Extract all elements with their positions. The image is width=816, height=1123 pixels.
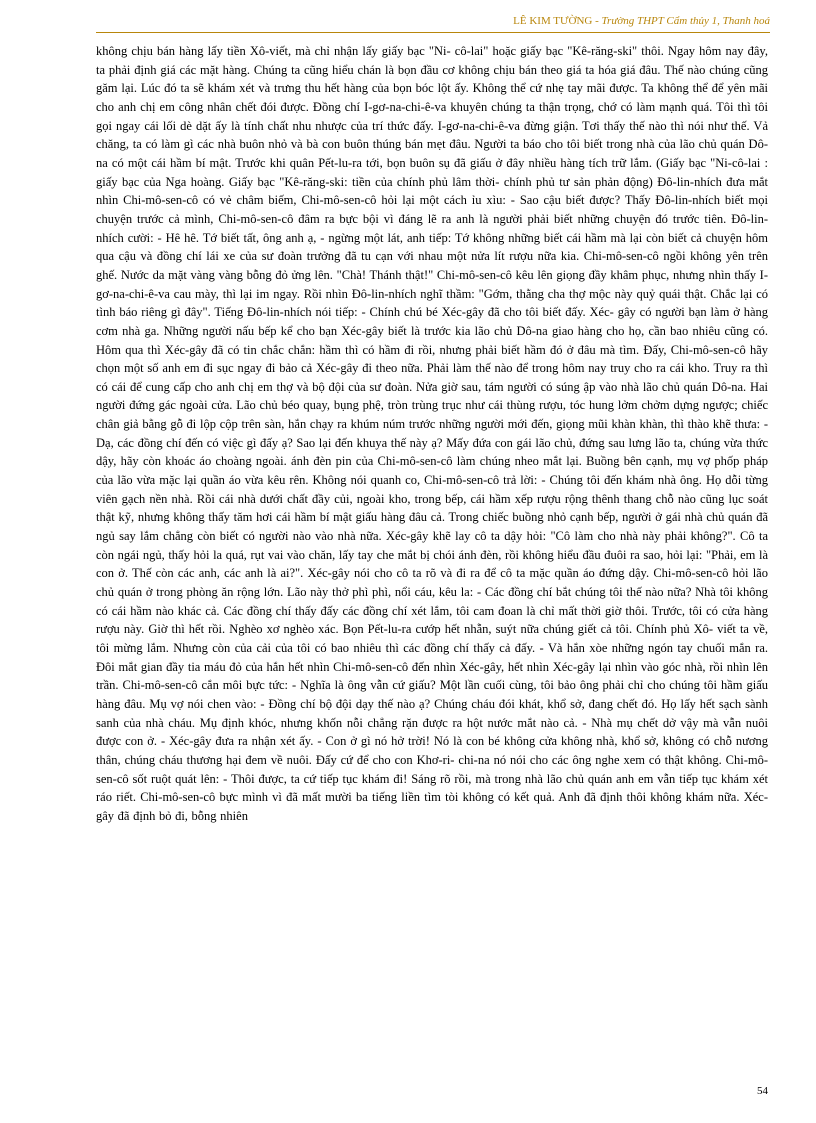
header-author: LÊ KIM TƯỜNG bbox=[513, 15, 593, 27]
header-divider bbox=[96, 32, 770, 33]
page-number: 54 bbox=[757, 1085, 768, 1097]
header-separator: - bbox=[592, 15, 602, 27]
page-header bbox=[96, 14, 770, 28]
header-school: Trường THPT Cẩm thủy 1, Thanh hoá bbox=[601, 15, 770, 27]
body-paragraph: không chịu bán hàng lấy tiền Xô-viết, mà chỉ nhận lấy giấy bạc "Ni- cô-lai" hoặc giấy bạc "Kê-răng-ski" thôi. Ngay hôm nay đây, ta phải định giá các mặt hàng. Chúng ta cũng hiểu chán là bọn đầu cơ không chịu bán theo giá ta hóa giá đâu. Thế nào chúng cũng găm lại. Lúc đó ta sẽ khám xét và trưng thu hết hàng của bọn bóc lột ấy. Không thể cứ nhẹ tay mãi được. Ta không thể để yên mãi cho anh chị em công nhân chết đói được. Đồng chí I-gơ-na-chi-ê-va khuyên chúng ta thận trọng, chớ có làm mạnh quá. Tôi thì tôi gọi ngay cái lối dè dặt ấy là tính chất nhu nhược của trí thức đấy. I-gơ-na-chi-ê-va đừng giận. Tơi thấy thế nào thì nói như thế. Vả chăng, ta có làm gì các nhà buôn nhỏ và bà con buôn thúng bán mẹt đâu. Người ta báo cho tôi biết trong nhà của lão chủ quán Dô-na có một cái hầm bí mật. Trước khi quân Pết-lu-ra tới, bọn buôn sụ đã giấu ở đây nhiều hàng tích trữ lắm. (Giấy bạc "Ni-cô-lai : giấy bạc của Nga hoàng. Giấy bạc "Kê-răng-ski: tiền của chính phủ lâm thời- chính phủ tư sản phản động) Đô-lin-nhích đưa mắt nhìn Chi-mô-sen-cô có vẻ châm biếm, Chi-mô-sen-cô hỏi lại một cách ỉu xìu: - Sao cậu biết được? Thấy Đô-lin-nhích biết mọi chuyện trước cả mình, Chi-mô-sen-cô đâm ra bực bội vì đáng lẽ ra anh là người phải biết những chuyện đó trước tiên. Đô-lin- nhích cười: - Hê hê. Tớ biết tất, ông anh ạ, - ngừng một lát, anh tiếp: Tớ không những biết cái hầm mà lại còn biết cả chuyện hôm qua cậu và đồng chí lái xe của sư đoàn trưởng đã tu cạn với nhau một nửa lít rượu nữa kia. Chi-mô-sen-cô ngồi không yên trên ghế. Nước da mặt vàng vàng bỗng đỏ ửng lên. "Chà! Thánh thật!" Chi-mô-sen-cô kêu lên giọng đầy khâm phục, nhưng nhìn thấy I-gơ-na-chi-ê-va cau mày, thì lại im ngay. Rồi nhìn Đô-lin-nhích nghĩ thầm: "Gớm, thằng cha thợ mộc này quỷ quái thật. Chắc lại có tình báo riêng gì đây". Tiếng Đô-lin-nhích nói tiếp: - Chính chú bé Xéc-gây đã cho tôi biết đấy. Xéc- gây có người bạn làm ở hàng cơm nhà ga. Những người nấu bếp kể cho bạn Xéc-gây biết là trước kia lão chủ Dô-na giao hàng cho họ, cần bao nhiêu cũng có. Hôm qua thì Xéc-gây đã có tin chắc chắn: hầm thì có hầm đi rồi, nhưng phải biết hầm đó ở đâu mà tìm. Đấy, Chi-mô-sen-cô hãy chọn một số anh em đi sục ngay đi bảo cả Xéc-gây đi theo nữa. Phải làm thế nào để trong hôm nay truy cho ra cái kho. Truy ra thì có cái để cung cấp cho anh chị em thợ và bộ đội của sư đoàn. Nửa giờ sau, tám người có súng ập vào nhà lão chủ quán Dô-na. Hai người đứng gác ngoài cửa. Lão chủ béo quay, bụng phệ, tròn trùng trục như cái thùng rượu, tóc hung lởm chởm dựng ngược; chiếc chân giả bằng gỗ đi lộp cộp trên sàn, hắn chạy ra khúm núm trước những người mới đến, giọng mũi khàn khàn, thì thào khẽ thưa: - Dạ, các đồng chí đến có việc gì đấy ạ? Sao lại đến khuya thế này ạ? Mấy đứa con gái lão chủ, đứng sau lưng lão ta, chúng vừa thức dậy, hãy còn khoác áo choàng ngoài. ánh đèn pin của Chi-mô-sen-cô làm chúng nheo mắt lại. Buồng bên cạnh, mụ vợ phốp pháp của lão vừa mặc lại quần áo vừa kêu rên. Không nói quanh co, Chi-mô-sen-cô trả lời: - Chúng tôi đến khám nhà ông. Họ dỗi từng viên gạch nền nhà. Rồi cái nhà dưới chất đầy củi, ngoài kho, trong bếp, cái hầm xếp rượu rộng thênh thang chỗ nào cũng lục soát thật kỹ, nhưng không thấy tăm hơi cái hầm bí mật giấu hàng đâu cả. Trong chiếc buồng nhỏ cạnh bếp, người ở gái nhà chủ quán đã ngủ say lắm chẳng còn biết có người nào vào nhà nữa. Xéc-gây khẽ lay cô ta dậy hỏi: "Cô làm cho nhà này phải không?". Cô ta còn ngái ngủ, thấy hỏi la quá, rụt vai vào chăn, lấy tay che mắt bị chói ánh đèn, rồi không hiểu đầu đuôi ra sao, hỏi lại: "Phải, em là con ở. Thế còn các anh, các anh là ai?". Xéc-gây nói cho cô ta rõ và đi ra để cô ta mặc quần áo đứng dậy. Chi-mô-sen-cô hỏi lão chủ quán ở trong phòng ăn rộng lớn. Lão này thở phì phì, nổi cáu, kêu la: - Các đồng chí bắt chúng tôi thế nào nữa? Nhà tôi không có cái hầm nào khác cả. Các đồng chí thấy đấy các đồng chí xét lắm, tôi cam đoan là chỉ mất thời giờ thôi. Trước, tôi có cửa hàng rượu này. Giờ thì hết rồi. Nghèo xơ nghèo xác. Bọn Pết-lu-ra cướp hết nhẵn, suýt nữa chúng giết cả tôi. Chính phủ Xô- viết ta về, tôi mừng lắm. Nhưng còn của cải của tôi có bao nhiêu thì các đồng chí thấy cả đấy. - Và hắn xòe những ngón tay chuối mắn ra. Đôi mắt gian đầy tia máu đỏ của hắn hết nhìn Chi-mô-sen-cô đến nhìn Xéc-gây, hết nhìn Xéc-gây lại nhìn vào góc nhà, rồi nhìn lên trần. Chi-mô-sen-cô cắn môi bực tức: - Nghĩa là ông vẫn cứ giấu? Một lần cuối cùng, tôi bảo ông phải chỉ cho chúng tôi hầm giấu hàng đâu. Mụ vợ nói chen vào: - Đồng chí bộ đội dạy thế nào ạ? Chúng cháu đói khát, khổ sở, đang chết đó. Họ lấy hết sạch sành sanh của nhà cháu. Mụ định khóc, nhưng khốn nỗi chẳng rặn được ra hột nước mắt nào cả. - Nhà mụ chết dở vậy mà vẫn nuôi được con ở. - Xéc-gây đưa ra nhận xét ấy. - Con ở gì nó hở trời! Nó là con bé không cửa không nhà, khổ sở, không có chỗ nương thân, chúng cháu thương hại đem về nuôi. Đấy cứ để cho con Khơ-ri- chi-na nó nói cho các ông nghe xem có thật không. Chi-mô-sen-cô sốt ruột quát lên: - Thôi được, ta cứ tiếp tục khám đi! Sáng rõ rồi, mà trong nhà lão chủ quán anh em vẫn tiếp tục khám xét ráo riết. Chi-mô-sen-cô bực mình vì đã mất mười ba tiếng liền tìm tòi không có kết quả. Anh đã định thôi không khám nữa. Xéc-gây đã định bỏ đi, bỗng nhiên bbox=[96, 44, 768, 823]
